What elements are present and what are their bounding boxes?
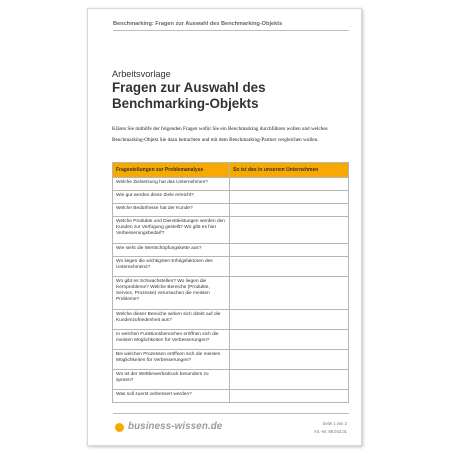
footer-divider (113, 413, 349, 414)
table-row (113, 390, 349, 403)
question-cell: Welche Bedürfnisse hat der Kunde? (113, 204, 230, 217)
document-page (87, 8, 362, 446)
question-cell: Welche dieser Bereiche wirken sich direkt auf die Kundenzufriedenheit aus? (113, 310, 230, 330)
table-header-row (113, 163, 349, 178)
logo-dot-icon (115, 423, 124, 432)
answer-cell[interactable] (230, 191, 349, 204)
question-table (112, 162, 349, 403)
table-row (113, 277, 349, 310)
answer-cell[interactable] (230, 257, 349, 277)
page-number: Seite 1 von 2 (322, 421, 347, 426)
answer-cell[interactable] (230, 244, 349, 257)
table-row (113, 204, 349, 217)
table-row (113, 330, 349, 350)
question-cell: Wie gut werden diese Ziele erreicht? (113, 191, 230, 204)
question-cell: In welchen Funktionsbereichen eröffnen sich die meisten Möglichkeiten für Verbesserungen? (113, 330, 230, 350)
question-cell: Bei welchen Prozessen eröffnen sich die meisten Möglichkeiten für Verbesserungen? (113, 350, 230, 370)
table-row (113, 350, 349, 370)
answer-cell[interactable] (230, 330, 349, 350)
intro-paragraph: Klären Sie mithilfe der folgenden Fragen wofür Sie ein Benchmarking durchführen wollen und welches Benchmarking-Objekt Sie dazu betrachten und mit dem Benchmarking-Partner vergleichen wollen. (112, 126, 328, 143)
table-row (113, 370, 349, 390)
answer-cell[interactable] (230, 310, 349, 330)
question-cell: Was soll zuerst verbessert werden? (113, 390, 230, 403)
table-row (113, 217, 349, 244)
question-cell: Welche Zielsetzung hat das Unternehmen? (113, 178, 230, 191)
table-row (113, 310, 349, 330)
answer-cell[interactable] (230, 277, 349, 310)
answer-cell[interactable] (230, 178, 349, 191)
article-number: Art.-Nr. 98.043.01 (313, 429, 347, 434)
answer-cell[interactable] (230, 217, 349, 244)
answer-cell[interactable] (230, 350, 349, 370)
table-row (113, 191, 349, 204)
column-header-questions: Fragestellungen zur Problemanalyse (113, 163, 230, 178)
document-type-label: Arbeitsvorlage (112, 69, 171, 79)
answer-cell[interactable] (230, 390, 349, 403)
table-row (113, 244, 349, 257)
table-row (113, 178, 349, 191)
question-cell: Welche Produkte und Dienstleistungen werden den Kunden zur Verfügung gestellt? Wo gibt es hier Verbesserungsbedarf? (113, 217, 230, 244)
brand-logo: business-wissen.de (128, 421, 223, 432)
question-cell: Wo gibt es Schwachstellen? Wo liegen die Kernprobleme? Welche Bereiche (Produkte, Service, Prozesse) verursachen die meisten Probleme? (113, 277, 230, 310)
question-cell: Wo liegen die wichtigsten Erfolgsfaktoren des Unternehmens? (113, 257, 230, 277)
document-title: Fragen zur Auswahl des Benchmarking-Objekts (112, 80, 266, 111)
table-row (113, 257, 349, 277)
column-header-company: So ist das in unserem Unternehmen (230, 163, 349, 178)
answer-cell[interactable] (230, 370, 349, 390)
question-cell: Wie sieht die Wertschöpfungskette aus? (113, 244, 230, 257)
question-cell: Wo ist der Wettbewerbsdruck besonders zu spüren? (113, 370, 230, 390)
answer-cell[interactable] (230, 204, 349, 217)
header-divider (113, 30, 349, 31)
running-header: Benchmarking: Fragen zur Auswahl des Benchmarking-Objekts (113, 21, 283, 27)
